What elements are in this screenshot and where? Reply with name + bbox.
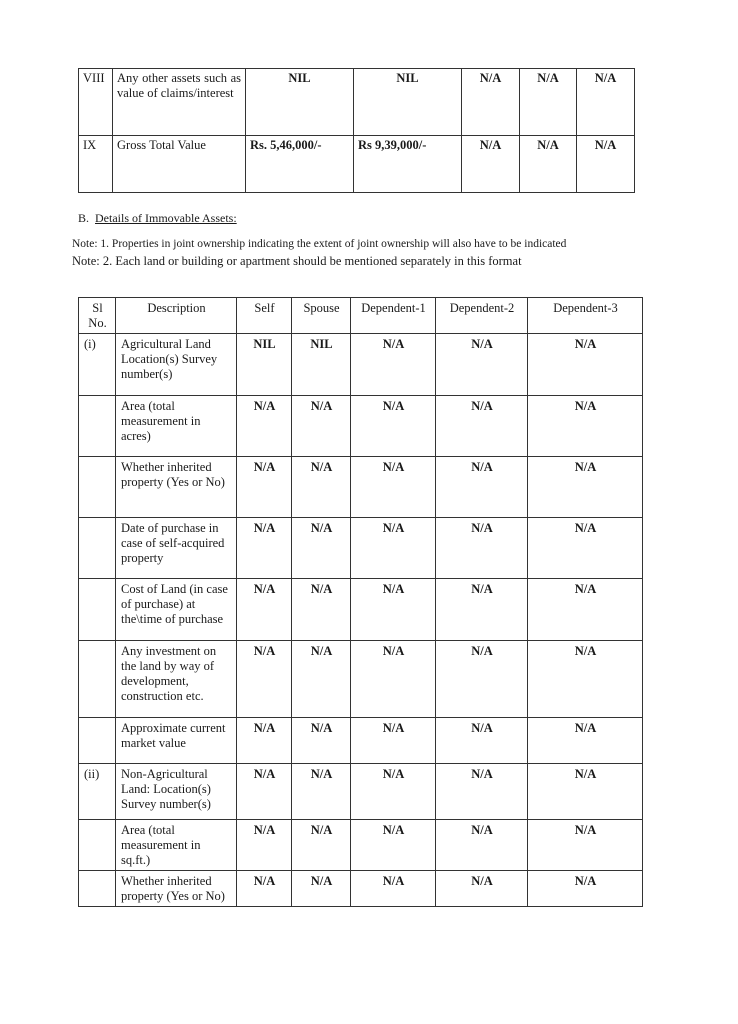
spouse-value: N/A: [292, 820, 351, 871]
dependent-1-value: N/A: [351, 641, 436, 718]
self-value: N/A: [237, 871, 292, 907]
spouse-value: NIL: [354, 69, 462, 136]
dependent-1-value: N/A: [462, 69, 520, 136]
dependent-1-value: N/A: [351, 871, 436, 907]
self-value: NIL: [237, 334, 292, 396]
section-heading: [78, 211, 237, 226]
dependent-2-value: N/A: [436, 820, 528, 871]
dependent-2-value: N/A: [520, 136, 577, 193]
dependent-3-value: N/A: [577, 69, 635, 136]
note-1: Note: 1. Properties in joint ownership indicating the extent of joint ownership will also have to be indicated: [72, 238, 567, 250]
dependent-1-value: N/A: [351, 718, 436, 764]
spouse-value: N/A: [292, 457, 351, 518]
table-row: [79, 764, 643, 820]
row-description: Any investment on the land by way of development, construction etc.: [116, 641, 237, 718]
dependent-1-value: N/A: [351, 764, 436, 820]
self-value: N/A: [237, 820, 292, 871]
dependent-3-value: N/A: [528, 718, 643, 764]
table-header-row: [79, 298, 643, 334]
table-row: [79, 518, 643, 579]
self-value: Rs. 5,46,000/-: [246, 136, 354, 193]
row-description: Approximate current market value: [116, 718, 237, 764]
dependent-3-value: N/A: [577, 136, 635, 193]
dependent-2-value: N/A: [436, 579, 528, 641]
row-sl-no: (i): [79, 334, 116, 396]
self-value: N/A: [237, 764, 292, 820]
self-value: N/A: [237, 457, 292, 518]
row-description: Agricultural Land Location(s) Survey number(s): [116, 334, 237, 396]
header-description: Description: [116, 298, 237, 334]
row-sl-no: [79, 718, 116, 764]
header-dependent-3: Dependent-3: [528, 298, 643, 334]
dependent-3-value: N/A: [528, 764, 643, 820]
dependent-1-value: N/A: [462, 136, 520, 193]
self-value: N/A: [237, 518, 292, 579]
row-description: Whether inherited property (Yes or No): [116, 457, 237, 518]
spouse-value: Rs 9,39,000/-: [354, 136, 462, 193]
row-description: Non-Agricultural Land: Location(s) Survey number(s): [116, 764, 237, 820]
self-value: N/A: [237, 641, 292, 718]
dependent-3-value: N/A: [528, 396, 643, 457]
table-row: [79, 871, 643, 907]
table-row: [79, 641, 643, 718]
row-sl-no: [79, 518, 116, 579]
dependent-1-value: N/A: [351, 396, 436, 457]
dependent-3-value: N/A: [528, 457, 643, 518]
self-value: NIL: [246, 69, 354, 136]
header-self: Self: [237, 298, 292, 334]
row-description: Any other assets such as value of claims/interest: [113, 69, 246, 136]
header-sl-no: Sl No.: [79, 298, 116, 334]
dependent-3-value: N/A: [528, 641, 643, 718]
row-description: Whether inherited property (Yes or No): [116, 871, 237, 907]
dependent-2-value: N/A: [436, 764, 528, 820]
row-description: Date of purchase in case of self-acquired property: [116, 518, 237, 579]
spouse-value: N/A: [292, 518, 351, 579]
row-description: Gross Total Value: [113, 136, 246, 193]
table-row: [79, 136, 635, 193]
dependent-2-value: N/A: [436, 718, 528, 764]
row-sl-no: [79, 457, 116, 518]
immovable-assets-table: [78, 297, 643, 907]
self-value: N/A: [237, 579, 292, 641]
spouse-value: NIL: [292, 334, 351, 396]
spouse-value: N/A: [292, 396, 351, 457]
dependent-1-value: N/A: [351, 820, 436, 871]
section-prefix: B.: [78, 211, 90, 225]
row-description: Cost of Land (in case of purchase) at the\time of purchase: [116, 579, 237, 641]
row-sl-no: [79, 579, 116, 641]
dependent-3-value: N/A: [528, 820, 643, 871]
dependent-2-value: N/A: [436, 334, 528, 396]
table-row: [79, 579, 643, 641]
table-row: [79, 69, 635, 136]
row-sl-no: [79, 871, 116, 907]
table-row: [79, 718, 643, 764]
movable-assets-table: [78, 68, 635, 193]
row-description: Area (total measurement in sq.ft.): [116, 820, 237, 871]
note-2: Note: 2. Each land or building or apartment should be mentioned separately in this format: [72, 254, 522, 268]
spouse-value: N/A: [292, 718, 351, 764]
row-sl-no: [79, 396, 116, 457]
row-sl-no: [79, 641, 116, 718]
row-number: VIII: [79, 69, 113, 136]
row-sl-no: (ii): [79, 764, 116, 820]
dependent-2-value: N/A: [436, 457, 528, 518]
table-row: [79, 396, 643, 457]
dependent-1-value: N/A: [351, 457, 436, 518]
dependent-2-value: N/A: [436, 871, 528, 907]
header-spouse: Spouse: [292, 298, 351, 334]
table-row: [79, 820, 643, 871]
row-number: IX: [79, 136, 113, 193]
self-value: N/A: [237, 718, 292, 764]
section-title: Details of Immovable Assets:: [95, 211, 237, 225]
row-sl-no: [79, 820, 116, 871]
dependent-1-value: N/A: [351, 518, 436, 579]
dependent-2-value: N/A: [436, 518, 528, 579]
header-dependent-2: Dependent-2: [436, 298, 528, 334]
table-row: [79, 457, 643, 518]
dependent-3-value: N/A: [528, 871, 643, 907]
dependent-1-value: N/A: [351, 334, 436, 396]
dependent-2-value: N/A: [436, 396, 528, 457]
dependent-2-value: N/A: [520, 69, 577, 136]
row-description: Area (total measurement in acres): [116, 396, 237, 457]
dependent-3-value: N/A: [528, 518, 643, 579]
spouse-value: N/A: [292, 641, 351, 718]
spouse-value: N/A: [292, 764, 351, 820]
spouse-value: N/A: [292, 579, 351, 641]
dependent-3-value: N/A: [528, 579, 643, 641]
header-dependent-1: Dependent-1: [351, 298, 436, 334]
table-row: [79, 334, 643, 396]
self-value: N/A: [237, 396, 292, 457]
dependent-3-value: N/A: [528, 334, 643, 396]
dependent-2-value: N/A: [436, 641, 528, 718]
spouse-value: N/A: [292, 871, 351, 907]
dependent-1-value: N/A: [351, 579, 436, 641]
